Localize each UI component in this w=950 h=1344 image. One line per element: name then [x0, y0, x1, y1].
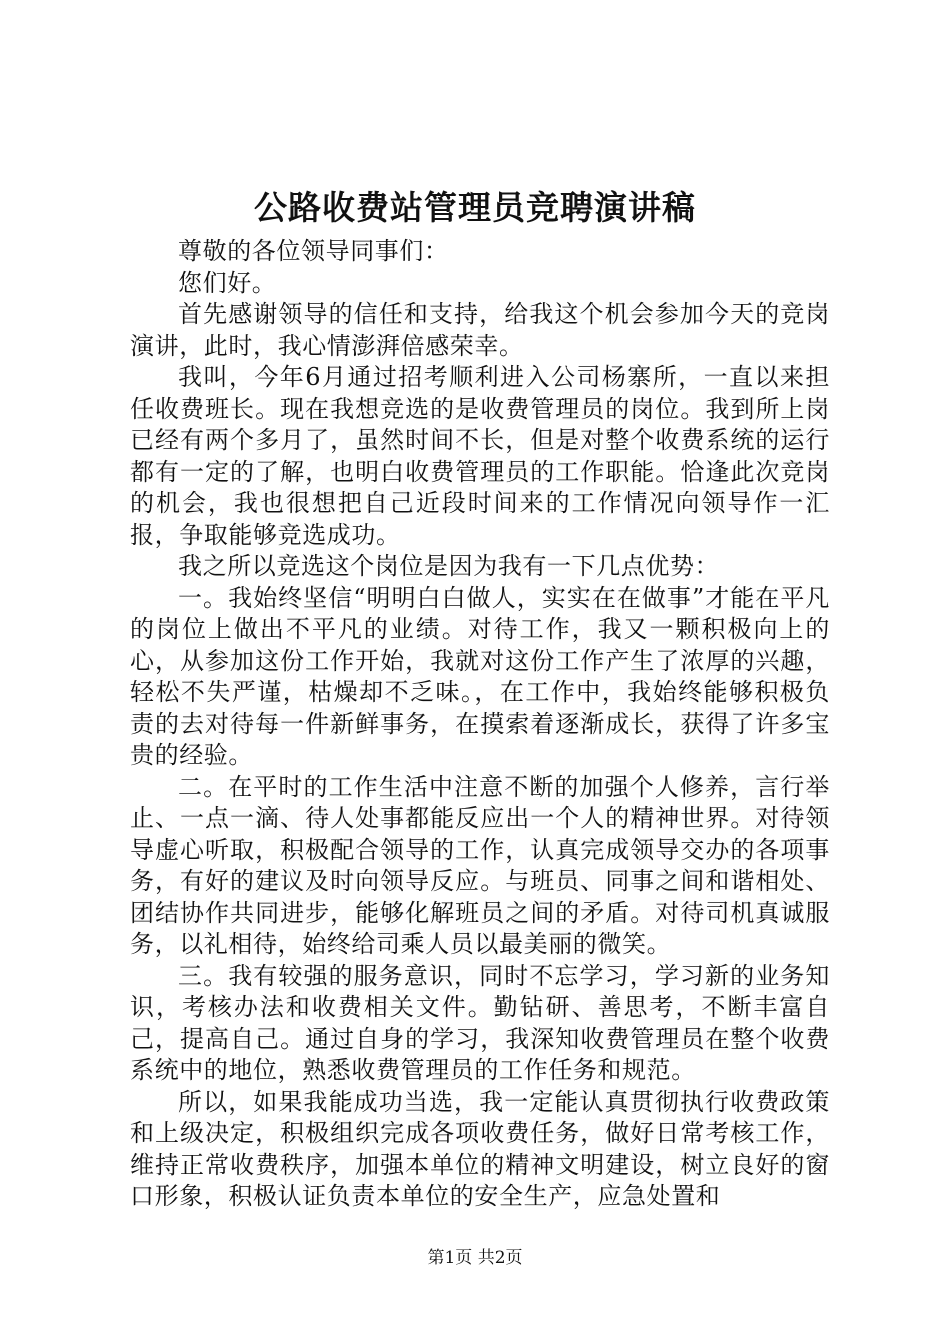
paragraph-advantages-intro: 我之所以竞选这个岗位是因为我有一下几点优势： — [178, 552, 720, 580]
document-title: 公路收费站管理员竞聘演讲稿 — [254, 188, 696, 227]
paragraph-thanks: 首先感谢领导的信任和支持，给我这个机会参加今天的竞岗演讲，此时，我心情澎湃倍感荣幸。 — [130, 300, 830, 360]
paragraph-advantage-3: 三。我有较强的服务意识，同时不忘学习，学习新的业务知识，考核办法和收费相关文件。勤钻研、善思考，不断丰富自己，提高自己。通过自身的学习，我深知收费管理员在整个收费系统中的地位，熟悉收费管理员的工作任务和规范。 — [130, 961, 830, 1084]
page-footer: 第1页 共2页 — [427, 1248, 523, 1268]
document-body — [130, 236, 830, 1213]
paragraph-salutation: 尊敬的各位领导同事们： — [178, 237, 449, 265]
paragraph-advantage-2: 二。在平时的工作生活中注意不断的加强个人修养，言行举止、一点一滴、待人处事都能反应出一个人的精神世界。对待领导虚心听取，积极配合领导的工作，认真完成领导交办的各项事务，有好的建议及时向领导反应。与班员、同事之间和谐相处、团结协作共同进步，能够化解班员之间的矛盾。对待司机真诚服务，以礼相待，始终给司乘人员以最美丽的微笑。 — [130, 772, 830, 958]
paragraph-commitment: 所以，如果我能成功当选，我一定能认真贯彻执行收费政策和上级决定，积极组织完成各项收费任务，做好日常考核工作，维持正常收费秩序，加强本单位的精神文明建设，树立良好的窗口形象，积极认证负责本单位的安全生产，应急处置和 — [130, 1087, 830, 1210]
paragraph-introduction: 我叫，今年6月通过招考顺利进入公司杨寨所，一直以来担任收费班长。现在我想竞选的是收费管理员的岗位。我到所上岗已经有两个多月了，虽然时间不长，但是对整个收费系统的运行都有一定的了解，也明白收费管理员的工作职能。恰逢此次竞岗的机会，我也很想把自己近段时间来的工作情况向领导作一汇报，争取能够竞选成功。 — [130, 363, 830, 549]
paragraph-advantage-1: 一。我始终坚信“明明白白做人，实实在在做事”才能在平凡的岗位上做出不平凡的业绩。对待工作，我又一颗积极向上的心，从参加这份工作开始，我就对这份工作产生了浓厚的兴趣，轻松不失严谨，枯燥却不乏味。，在工作中，我始终能够积极负责的去对待每一件新鲜事务，在摸索着逐渐成长，获得了许多宝贵的经验。 — [130, 583, 830, 769]
paragraph-greeting: 您们好。 — [178, 268, 277, 297]
